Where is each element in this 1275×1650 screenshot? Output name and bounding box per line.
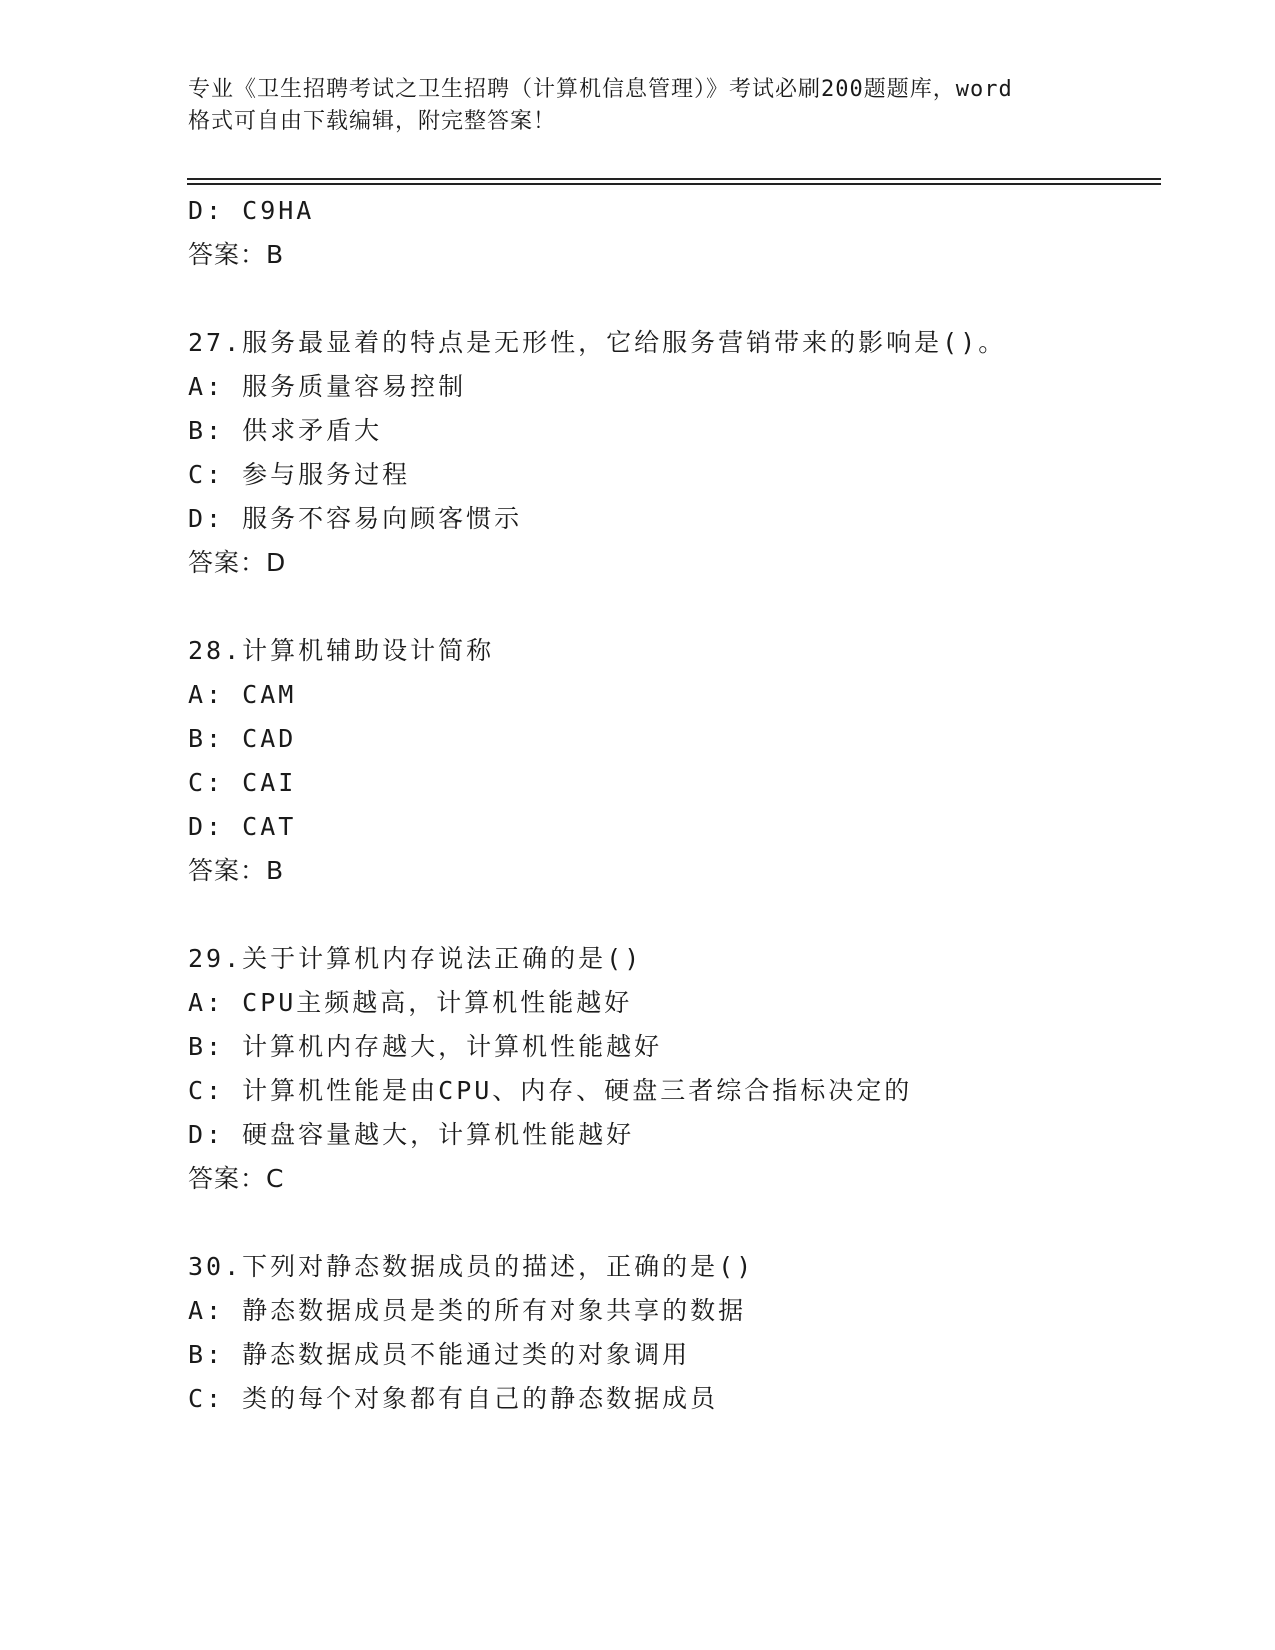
q28-option-d: D: CAT [188,812,297,841]
q30-option-a: A: 静态数据成员是类的所有对象共享的数据 [188,1296,747,1325]
q29-option-a: A: CPU主频越高，计算机性能越好 [188,988,633,1017]
q30-question: 30.下列对静态数据成员的描述，正确的是() [188,1252,755,1281]
q30-option-c: C: 类的每个对象都有自己的静态数据成员 [188,1384,719,1413]
header-divider-top [187,178,1161,180]
q28-option-a: A: CAM [188,680,297,709]
q29-option-c: C: 计算机性能是由CPU、内存、硬盘三者综合指标决定的 [188,1076,913,1105]
q27-answer: 答案：D [188,548,287,577]
header-line-1: 专业《卫生招聘考试之卫生招聘（计算机信息管理）》考试必刷200题题库，word [188,77,1013,102]
q26-option-d: D: C9HA [188,196,315,225]
q30-option-b: B: 静态数据成员不能通过类的对象调用 [188,1340,691,1369]
q29-question: 29.关于计算机内存说法正确的是() [188,944,643,973]
q27-question: 27.服务最显着的特点是无形性，它给服务营销带来的影响是()。 [188,328,1007,357]
document-header [188,74,1108,138]
q27-option-d: D: 服务不容易向顾客惯示 [188,504,523,533]
q28-answer: 答案：B [188,856,285,885]
q28-option-c: C: CAI [188,768,297,797]
q29-answer: 答案：C [188,1164,285,1193]
q29-option-d: D: 硬盘容量越大，计算机性能越好 [188,1120,635,1149]
q28-option-b: B: CAD [188,724,297,753]
header-line-2: 格式可自由下载编辑，附完整答案！ [188,109,557,134]
header-divider-bottom [187,183,1161,185]
q28-question: 28.计算机辅助设计简称 [188,636,495,665]
q27-option-a: A: 服务质量容易控制 [188,372,467,401]
q27-option-c: C: 参与服务过程 [188,460,411,489]
q29-option-b: B: 计算机内存越大，计算机性能越好 [188,1032,663,1061]
q26-answer: 答案：B [188,240,285,269]
q27-option-b: B: 供求矛盾大 [188,416,383,445]
